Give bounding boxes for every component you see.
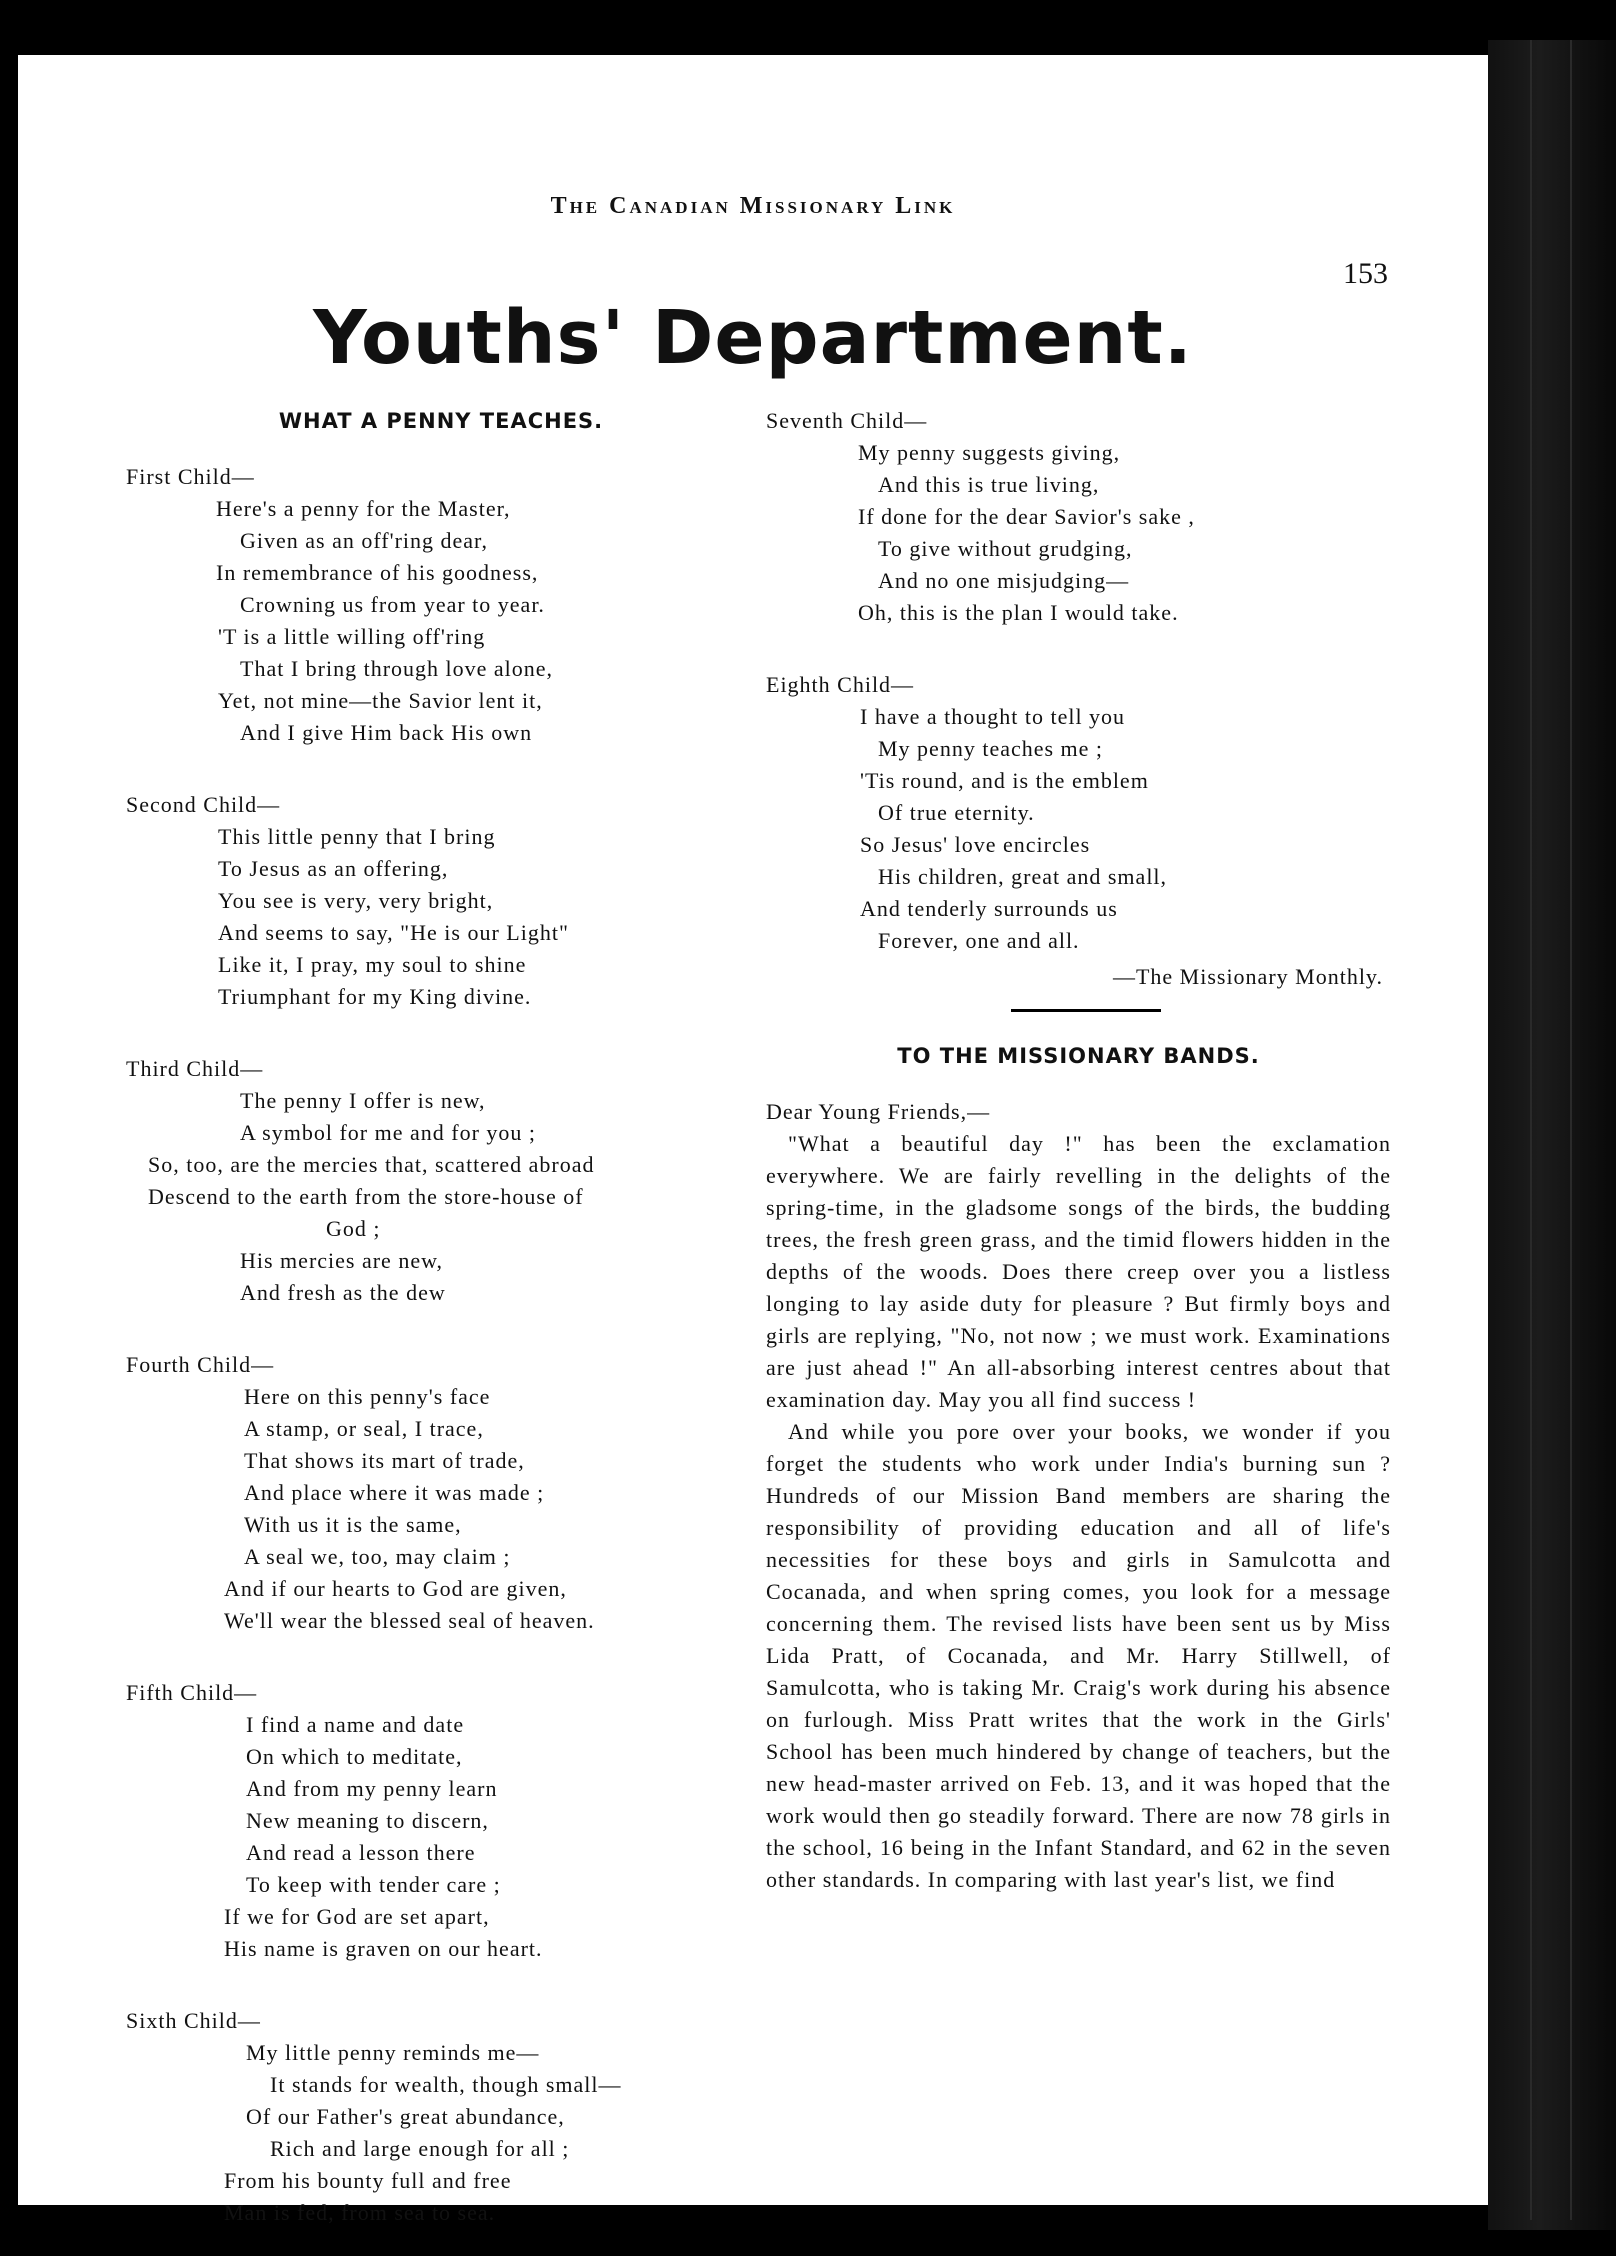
poem-stanza xyxy=(126,1349,756,1637)
poem-stanza xyxy=(126,789,756,1013)
letter-paragraph: "What a beautiful day !" has been the exclamation everywhere. We are fairly revelling in the delights of the spring-time, in the gladsome songs of the birds, the budding trees, the fresh green grass, and the timid flowers hidden in the depths of the woods. Does there creep over you a listless longing to lay aside duty for pleasure ? But firmly boys and girls are replying, "No, not now ; we must work. Examinations are just ahead !" An all-absorbing interest centres about that examination day. May you all find success ! xyxy=(766,1131,1391,1412)
poem-line: The penny I offer is new, xyxy=(240,1088,486,1113)
page-title: Youths' Department. xyxy=(313,295,1193,381)
poem-stanza xyxy=(766,405,1391,629)
poem-stanza xyxy=(126,2005,756,2229)
poem-line: And read a lesson there xyxy=(246,1840,476,1865)
poem-line: Forever, one and all. xyxy=(878,928,1080,953)
poem-line: I find a name and date xyxy=(246,1712,465,1737)
stanza-speaker-label: First Child— xyxy=(126,464,255,489)
poem-line: A stamp, or seal, I trace, xyxy=(244,1416,484,1441)
page xyxy=(18,55,1488,2225)
poem-line: And this is true living, xyxy=(878,472,1100,497)
poem-stanza xyxy=(126,1677,756,1965)
poem-line: A seal we, too, may claim ; xyxy=(244,1544,511,1569)
poem-line: And from my penny learn xyxy=(246,1776,498,1801)
poem-line: Crowning us from year to year. xyxy=(240,592,545,617)
stanza-speaker-label: Sixth Child— xyxy=(126,2008,261,2033)
poem-line: In remembrance of his goodness, xyxy=(216,560,539,585)
poem-line: New meaning to discern, xyxy=(246,1808,489,1833)
poem-line: From his bounty full and free xyxy=(224,2168,512,2193)
poem-line: On which to meditate, xyxy=(246,1744,463,1769)
poem-line: That I bring through love alone, xyxy=(240,656,554,681)
stanza-speaker-label: Third Child— xyxy=(126,1056,264,1081)
poem-line: Descend to the earth from the store-house of xyxy=(148,1184,584,1209)
poem-line: His mercies are new, xyxy=(240,1248,444,1273)
poem-line: Yet, not mine—the Savior lent it, xyxy=(218,688,543,713)
letter-paragraph: And while you pore over your books, we wonder if you forget the students who work under India's burning sun ? Hundreds of our Mission Band members are sharing the responsibility of providing education and all of life's necessities for these boys and girls in Samulcotta and Cocanada, and when spring comes, you look for a message concerning them. The revised lists have been sent us by Miss Lida Pratt, of Cocanada, and Mr. Harry Stillwell, of Samulcotta, who is taking Mr. Craig's work during his absence on furlough. Miss Pratt writes that the work in the Girls' School has been much hindered by change of teachers, but the new head-master arrived on Feb. 13, and it was hoped that the work would then go steadily forward. There are now 78 girls in the school, 16 being in the Infant Standard, and 62 in the seven other standards. In comparing with last year's list, we find xyxy=(766,1419,1391,1892)
poem-line: Like it, I pray, my soul to shine xyxy=(218,952,527,977)
letter-body xyxy=(766,1096,1391,1896)
poem-line: Of our Father's great abundance, xyxy=(246,2104,565,2129)
left-column xyxy=(126,405,756,2233)
poem-line: We'll wear the blessed seal of heaven. xyxy=(224,1608,595,1633)
spine-edge-line xyxy=(1570,40,1572,2220)
poem-stanza xyxy=(126,461,756,749)
poem-line: Given as an off'ring dear, xyxy=(240,528,488,553)
page-number: 153 xyxy=(1343,257,1388,290)
poem-line: A symbol for me and for you ; xyxy=(240,1120,537,1145)
poem-line: If done for the dear Savior's sake , xyxy=(858,504,1195,529)
poem-line: And place where it was made ; xyxy=(244,1480,545,1505)
poem-line: So Jesus' love encircles xyxy=(860,832,1091,857)
poem-line: And no one misjudging— xyxy=(878,568,1130,593)
poem-line: And if our hearts to God are given, xyxy=(224,1576,567,1601)
poem-line: To give without grudging, xyxy=(878,536,1133,561)
letter-heading: TO THE MISSIONARY BANDS. xyxy=(897,1044,1260,1068)
running-head: The Canadian Missionary Link xyxy=(550,193,956,219)
spine-edge-line xyxy=(1530,40,1532,2220)
stanza-speaker-label: Fifth Child— xyxy=(126,1680,258,1705)
poem-line: Here on this penny's face xyxy=(244,1384,491,1409)
poem-line: 'Tis round, and is the emblem xyxy=(860,768,1149,793)
section-divider xyxy=(1011,1009,1161,1012)
poem-line: You see is very, very bright, xyxy=(218,888,494,913)
poem-line: My penny teaches me ; xyxy=(878,736,1104,761)
poem-stanzas xyxy=(126,461,756,2233)
poem-stanza xyxy=(766,669,1391,957)
poem-line: To Jesus as an offering, xyxy=(218,856,449,881)
poem-line: It stands for wealth, though small— xyxy=(270,2072,622,2097)
right-column xyxy=(766,405,1391,1896)
poem-line: God ; xyxy=(326,1216,381,1241)
poem-line: 'T is a little willing off'ring xyxy=(218,624,486,649)
stanza-speaker-label: Eighth Child— xyxy=(766,672,915,697)
poem-line: That shows its mart of trade, xyxy=(244,1448,525,1473)
poem-line: And fresh as the dew xyxy=(240,1280,446,1305)
poem-line: Triumphant for my King divine. xyxy=(218,984,532,1009)
poem-line: I have a thought to tell you xyxy=(860,704,1126,729)
poem-line: Of true eternity. xyxy=(878,800,1035,825)
poem-line: So, too, are the mercies that, scattered abroad xyxy=(148,1152,595,1177)
poem-line: Man is fed, from sea to sea. xyxy=(224,2200,496,2225)
poem-line: His name is graven on our heart. xyxy=(224,1936,543,1961)
poem-line: And tenderly surrounds us xyxy=(860,896,1118,921)
poem-line: And seems to say, "He is our Light" xyxy=(218,920,569,945)
poem-line: Here's a penny for the Master, xyxy=(216,496,511,521)
poem-line: To keep with tender care ; xyxy=(246,1872,501,1897)
poem-line: With us it is the same, xyxy=(244,1512,462,1537)
book-spine xyxy=(1488,40,1616,2230)
poem-stanzas-continued xyxy=(766,405,1391,961)
poem-line: And I give Him back His own xyxy=(240,720,533,745)
poem-line: If we for God are set apart, xyxy=(224,1904,490,1929)
stanza-speaker-label: Second Child— xyxy=(126,792,281,817)
poem-line: Rich and large enough for all ; xyxy=(270,2136,570,2161)
poem-stanza xyxy=(126,1053,756,1309)
poem-line: Oh, this is the plan I would take. xyxy=(858,600,1179,625)
poem-attribution: —The Missionary Monthly. xyxy=(1112,964,1383,989)
stanza-speaker-label: Fourth Child— xyxy=(126,1352,275,1377)
poem-line: My penny suggests giving, xyxy=(858,440,1121,465)
stanza-speaker-label: Seventh Child— xyxy=(766,408,928,433)
poem-line: My little penny reminds me— xyxy=(246,2040,540,2065)
poem-line: His children, great and small, xyxy=(878,864,1168,889)
poem-heading: WHAT A PENNY TEACHES. xyxy=(278,409,604,433)
letter-salutation: Dear Young Friends,— xyxy=(766,1099,991,1124)
poem-line: This little penny that I bring xyxy=(218,824,496,849)
